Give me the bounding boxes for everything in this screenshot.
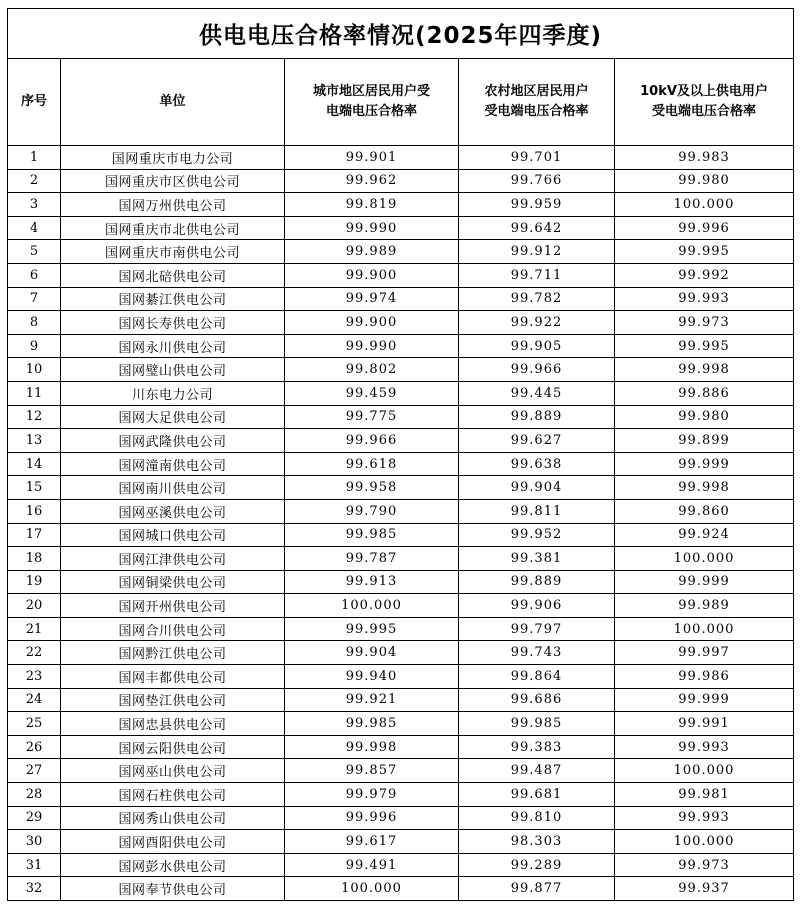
urban-rate-cell: 99.962 — [285, 169, 459, 193]
high-rate-cell: 99.998 — [615, 358, 794, 382]
urban-rate-cell: 100.000 — [285, 877, 459, 901]
seq-cell: 13 — [8, 429, 61, 453]
urban-rate-cell: 99.900 — [285, 263, 459, 287]
rural-rate-cell: 99.701 — [459, 146, 615, 170]
high-rate-cell: 99.991 — [615, 712, 794, 736]
high-rate-cell: 100.000 — [615, 759, 794, 783]
urban-rate-cell: 99.787 — [285, 547, 459, 571]
high-rate-cell: 99.899 — [615, 429, 794, 453]
seq-cell: 7 — [8, 287, 61, 311]
seq-cell: 12 — [8, 405, 61, 429]
unit-cell: 国网江津供电公司 — [61, 547, 285, 571]
seq-cell: 15 — [8, 476, 61, 500]
urban-rate-cell: 99.913 — [285, 570, 459, 594]
unit-cell: 国网黔江供电公司 — [61, 641, 285, 665]
high-rate-cell: 99.995 — [615, 334, 794, 358]
high-rate-cell: 99.999 — [615, 688, 794, 712]
table-row — [8, 594, 794, 618]
high-rate-cell: 99.995 — [615, 240, 794, 264]
urban-rate-cell: 99.459 — [285, 381, 459, 405]
high-rate-cell: 99.999 — [615, 452, 794, 476]
rural-rate-cell: 99.889 — [459, 405, 615, 429]
rural-rate-cell: 99.966 — [459, 358, 615, 382]
unit-cell: 国网石柱供电公司 — [61, 783, 285, 807]
unit-cell: 国网重庆市北供电公司 — [61, 216, 285, 240]
table-row — [8, 877, 794, 901]
seq-cell: 20 — [8, 594, 61, 618]
high-rate-cell: 99.973 — [615, 853, 794, 877]
rural-rate-cell: 99.638 — [459, 452, 615, 476]
urban-rate-cell: 99.985 — [285, 523, 459, 547]
high-rate-cell: 100.000 — [615, 193, 794, 217]
table-title: 供电电压合格率情况(2025年四季度) — [8, 9, 794, 59]
table-row — [8, 665, 794, 689]
rural-rate-cell: 99.877 — [459, 877, 615, 901]
seq-cell: 22 — [8, 641, 61, 665]
header-rural-line1: 农村地区居民用户 — [484, 84, 589, 99]
seq-cell: 26 — [8, 735, 61, 759]
unit-cell: 国网丰都供电公司 — [61, 665, 285, 689]
high-rate-cell: 99.999 — [615, 570, 794, 594]
rural-rate-cell: 99.711 — [459, 263, 615, 287]
table-row — [8, 735, 794, 759]
rural-rate-cell: 99.782 — [459, 287, 615, 311]
table-row — [8, 759, 794, 783]
urban-rate-cell: 99.966 — [285, 429, 459, 453]
header-rural — [459, 59, 615, 146]
seq-cell: 5 — [8, 240, 61, 264]
urban-rate-cell: 99.904 — [285, 641, 459, 665]
header-urban-line1: 城市地区居民用户受 — [312, 84, 430, 99]
seq-cell: 2 — [8, 169, 61, 193]
urban-rate-cell: 99.900 — [285, 311, 459, 335]
rural-rate-cell: 99.912 — [459, 240, 615, 264]
high-rate-cell: 100.000 — [615, 830, 794, 854]
table-row — [8, 806, 794, 830]
high-rate-cell: 99.937 — [615, 877, 794, 901]
table-row — [8, 641, 794, 665]
table-row — [8, 263, 794, 287]
urban-rate-cell: 99.958 — [285, 476, 459, 500]
header-urban-line2: 电端电压合格率 — [325, 104, 417, 119]
seq-cell: 32 — [8, 877, 61, 901]
unit-cell: 国网大足供电公司 — [61, 405, 285, 429]
rural-rate-cell: 99.904 — [459, 476, 615, 500]
table-row — [8, 193, 794, 217]
unit-cell: 国网北碚供电公司 — [61, 263, 285, 287]
seq-cell: 9 — [8, 334, 61, 358]
rural-rate-cell: 99.864 — [459, 665, 615, 689]
seq-cell: 27 — [8, 759, 61, 783]
rural-rate-cell: 99.681 — [459, 783, 615, 807]
urban-rate-cell: 99.617 — [285, 830, 459, 854]
voltage-table — [7, 8, 794, 901]
table-row — [8, 830, 794, 854]
unit-cell: 国网云阳供电公司 — [61, 735, 285, 759]
seq-cell: 17 — [8, 523, 61, 547]
spreadsheet — [7, 8, 793, 901]
unit-cell: 国网合川供电公司 — [61, 617, 285, 641]
rural-rate-cell: 98.303 — [459, 830, 615, 854]
seq-cell: 18 — [8, 547, 61, 571]
urban-rate-cell: 99.857 — [285, 759, 459, 783]
high-rate-cell: 99.980 — [615, 405, 794, 429]
high-rate-cell: 99.886 — [615, 381, 794, 405]
table-row — [8, 146, 794, 170]
table-row — [8, 405, 794, 429]
unit-cell: 国网秀山供电公司 — [61, 806, 285, 830]
header-unit: 单位 — [61, 59, 285, 146]
urban-rate-cell: 99.996 — [285, 806, 459, 830]
unit-cell: 国网铜梁供电公司 — [61, 570, 285, 594]
rural-rate-cell: 99.445 — [459, 381, 615, 405]
unit-cell: 国网忠县供电公司 — [61, 712, 285, 736]
table-row — [8, 783, 794, 807]
table-row — [8, 712, 794, 736]
unit-cell: 国网重庆市区供电公司 — [61, 169, 285, 193]
rural-rate-cell: 99.906 — [459, 594, 615, 618]
urban-rate-cell: 99.901 — [285, 146, 459, 170]
high-rate-cell: 99.996 — [615, 216, 794, 240]
seq-cell: 1 — [8, 146, 61, 170]
urban-rate-cell: 99.985 — [285, 712, 459, 736]
urban-rate-cell: 99.790 — [285, 499, 459, 523]
rural-rate-cell: 99.381 — [459, 547, 615, 571]
table-row — [8, 429, 794, 453]
high-rate-cell: 99.992 — [615, 263, 794, 287]
rural-rate-cell: 99.743 — [459, 641, 615, 665]
unit-cell: 国网巫溪供电公司 — [61, 499, 285, 523]
table-row — [8, 617, 794, 641]
rural-rate-cell: 99.985 — [459, 712, 615, 736]
seq-cell: 19 — [8, 570, 61, 594]
table-row — [8, 169, 794, 193]
table-row — [8, 240, 794, 264]
high-rate-cell: 99.997 — [615, 641, 794, 665]
table-row — [8, 452, 794, 476]
rural-rate-cell: 99.959 — [459, 193, 615, 217]
seq-cell: 24 — [8, 688, 61, 712]
urban-rate-cell: 99.998 — [285, 735, 459, 759]
high-rate-cell: 99.980 — [615, 169, 794, 193]
rural-rate-cell: 99.905 — [459, 334, 615, 358]
seq-cell: 21 — [8, 617, 61, 641]
table-row — [8, 547, 794, 571]
urban-rate-cell: 99.491 — [285, 853, 459, 877]
urban-rate-cell: 99.979 — [285, 783, 459, 807]
unit-cell: 国网城口供电公司 — [61, 523, 285, 547]
urban-rate-cell: 99.802 — [285, 358, 459, 382]
unit-cell: 国网武隆供电公司 — [61, 429, 285, 453]
urban-rate-cell: 99.940 — [285, 665, 459, 689]
rural-rate-cell: 99.487 — [459, 759, 615, 783]
high-rate-cell: 99.993 — [615, 735, 794, 759]
seq-cell: 14 — [8, 452, 61, 476]
table-row — [8, 358, 794, 382]
unit-cell: 国网万州供电公司 — [61, 193, 285, 217]
high-rate-cell: 99.981 — [615, 783, 794, 807]
urban-rate-cell: 99.618 — [285, 452, 459, 476]
high-rate-cell: 99.860 — [615, 499, 794, 523]
urban-rate-cell: 99.819 — [285, 193, 459, 217]
table-row — [8, 476, 794, 500]
rural-rate-cell: 99.922 — [459, 311, 615, 335]
header-high — [615, 59, 794, 146]
unit-cell: 国网彭水供电公司 — [61, 853, 285, 877]
header-urban — [285, 59, 459, 146]
unit-cell: 国网重庆市南供电公司 — [61, 240, 285, 264]
table-row — [8, 570, 794, 594]
unit-cell: 国网长寿供电公司 — [61, 311, 285, 335]
high-rate-cell: 99.983 — [615, 146, 794, 170]
rural-rate-cell: 99.889 — [459, 570, 615, 594]
urban-rate-cell: 99.921 — [285, 688, 459, 712]
urban-rate-cell: 99.990 — [285, 216, 459, 240]
unit-cell: 国网巫山供电公司 — [61, 759, 285, 783]
unit-cell: 国网重庆市电力公司 — [61, 146, 285, 170]
high-rate-cell: 99.989 — [615, 594, 794, 618]
high-rate-cell: 100.000 — [615, 547, 794, 571]
urban-rate-cell: 99.990 — [285, 334, 459, 358]
table-row — [8, 216, 794, 240]
header-high-line2: 受电端电压合格率 — [652, 104, 757, 119]
seq-cell: 8 — [8, 311, 61, 335]
high-rate-cell: 99.973 — [615, 311, 794, 335]
rural-rate-cell: 99.627 — [459, 429, 615, 453]
unit-cell: 川东电力公司 — [61, 381, 285, 405]
table-row — [8, 853, 794, 877]
seq-cell: 28 — [8, 783, 61, 807]
rural-rate-cell: 99.383 — [459, 735, 615, 759]
rural-rate-cell: 99.289 — [459, 853, 615, 877]
unit-cell: 国网綦江供电公司 — [61, 287, 285, 311]
rural-rate-cell: 99.952 — [459, 523, 615, 547]
table-row — [8, 381, 794, 405]
unit-cell: 国网开州供电公司 — [61, 594, 285, 618]
seq-cell: 6 — [8, 263, 61, 287]
rural-rate-cell: 99.642 — [459, 216, 615, 240]
seq-cell: 11 — [8, 381, 61, 405]
unit-cell: 国网潼南供电公司 — [61, 452, 285, 476]
unit-cell: 国网南川供电公司 — [61, 476, 285, 500]
table-row — [8, 287, 794, 311]
rural-rate-cell: 99.797 — [459, 617, 615, 641]
table-row — [8, 334, 794, 358]
table-row — [8, 311, 794, 335]
seq-cell: 16 — [8, 499, 61, 523]
seq-cell: 3 — [8, 193, 61, 217]
high-rate-cell: 99.993 — [615, 806, 794, 830]
seq-cell: 23 — [8, 665, 61, 689]
table-body — [8, 146, 794, 901]
header-high-line1: 10kV及以上供电用户 — [640, 84, 768, 99]
urban-rate-cell: 99.974 — [285, 287, 459, 311]
urban-rate-cell: 99.775 — [285, 405, 459, 429]
urban-rate-cell: 99.995 — [285, 617, 459, 641]
urban-rate-cell: 99.989 — [285, 240, 459, 264]
seq-cell: 29 — [8, 806, 61, 830]
high-rate-cell: 99.986 — [615, 665, 794, 689]
unit-cell: 国网璧山供电公司 — [61, 358, 285, 382]
seq-cell: 10 — [8, 358, 61, 382]
header-seq: 序号 — [8, 59, 61, 146]
seq-cell: 4 — [8, 216, 61, 240]
rural-rate-cell: 99.686 — [459, 688, 615, 712]
high-rate-cell: 100.000 — [615, 617, 794, 641]
table-row — [8, 499, 794, 523]
header-rural-line2: 受电端电压合格率 — [484, 104, 589, 119]
table-row — [8, 688, 794, 712]
seq-cell: 25 — [8, 712, 61, 736]
seq-cell: 31 — [8, 853, 61, 877]
table-row — [8, 523, 794, 547]
rural-rate-cell: 99.810 — [459, 806, 615, 830]
rural-rate-cell: 99.811 — [459, 499, 615, 523]
rural-rate-cell: 99.766 — [459, 169, 615, 193]
unit-cell: 国网奉节供电公司 — [61, 877, 285, 901]
high-rate-cell: 99.993 — [615, 287, 794, 311]
unit-cell: 国网酉阳供电公司 — [61, 830, 285, 854]
unit-cell: 国网垫江供电公司 — [61, 688, 285, 712]
urban-rate-cell: 100.000 — [285, 594, 459, 618]
seq-cell: 30 — [8, 830, 61, 854]
unit-cell: 国网永川供电公司 — [61, 334, 285, 358]
high-rate-cell: 99.998 — [615, 476, 794, 500]
high-rate-cell: 99.924 — [615, 523, 794, 547]
